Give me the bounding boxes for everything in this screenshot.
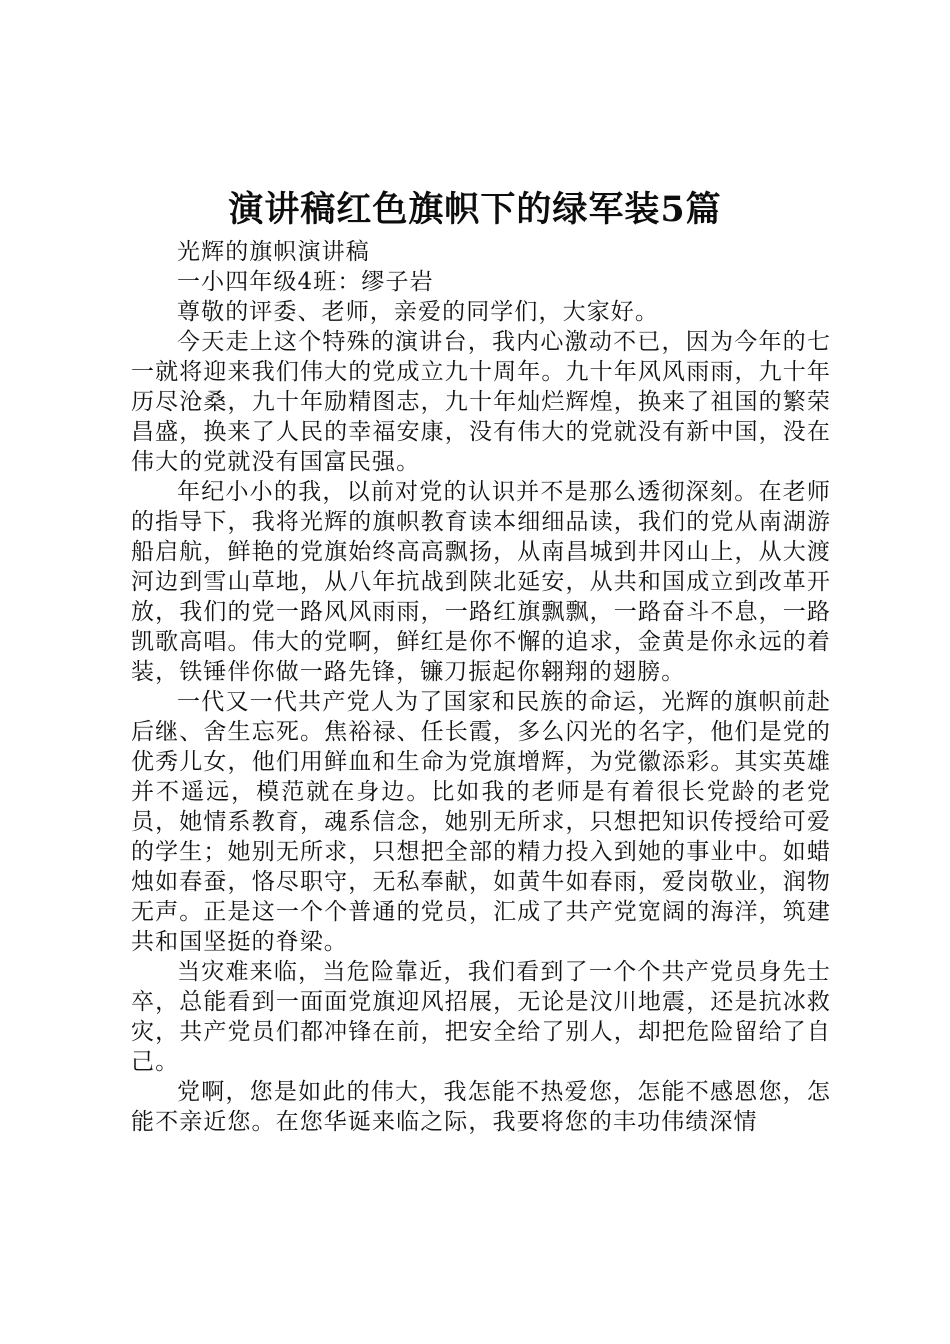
paragraph: 一代又一代共产党人为了国家和民族的命运，光辉的旗帜前赴后继、舍生忘死。焦裕禄、任长霞，多么闪光的名字，他们是党的优秀儿女，他们用鲜血和生命为党旗增辉，为党徽添彩。其实英雄并不遥远，模范就在身边。比如我的老师是有着很长党龄的老党员，她情系教育，魂系信念，她别无所求，只想把知识传授给可爱的学生；她别无所求，只想把全部的精力投入到她的事业中。如蜡烛如春蚕，恪尽职守，无私奉献，如黄牛如春雨，爱岗敬业，润物无声。正是这一个个普通的党员，汇成了共产党宽阔的海洋，筑建共和国坚挺的脊梁。: [131, 689, 831, 955]
paragraph: 今天走上这个特殊的演讲台，我内心激动不已，因为今年的七一就将迎来我们伟大的党成立九十周年。九十年风风雨雨，九十年历尽沧桑，九十年励精图志，九十年灿烂辉煌，换来了祖国的繁荣昌盛，换来了人民的幸福安康，没有伟大的党就没有新中国，没在伟大的党就没有国富民强。: [131, 329, 831, 475]
paragraph: 年纪小小的我，以前对党的认识并不是那么透彻深刻。在老师的指导下，我将光辉的旗帜教育读本细细品读，我们的党从南湖游船启航，鲜艳的党旗始终高高飘扬，从南昌城到井冈山上，从大渡河边到雪山草地，从八年抗战到陕北延安，从共和国成立到改革开放，我们的党一路风风雨雨，一路红旗飘飘，一路奋斗不息，一路凯歌高唱。伟大的党啊，鲜红是你不懈的追求，金黄是你永远的着装，铁锤伴你做一路先锋，镰刀振起你翱翔的翅膀。: [131, 479, 831, 685]
paragraph-author: 一小四年级4班：缪子岩: [177, 269, 434, 295]
paragraph: 当灾难来临，当危险靠近，我们看到了一个个共产党员身先士卒，总能看到一面面党旗迎风招展，无论是汶川地震，还是抗冰救灾，共产党员们都冲锋在前，把安全给了别人，却把危险留给了自己。: [131, 959, 831, 1075]
paragraph: 党啊，您是如此的伟大，我怎能不热爱您，怎能不感恩您，怎能不亲近您。在您华诞来临之际，我要将您的丰功伟绩深情: [131, 1079, 831, 1135]
document-body: [131, 237, 831, 1137]
paragraph-subtitle: 光辉的旗帜演讲稿: [177, 239, 370, 265]
document-title: 演讲稿红色旗帜下的绿军装5篇: [228, 189, 722, 230]
paragraph-greeting: 尊敬的评委、老师，亲爱的同学们，大家好。: [177, 299, 659, 325]
